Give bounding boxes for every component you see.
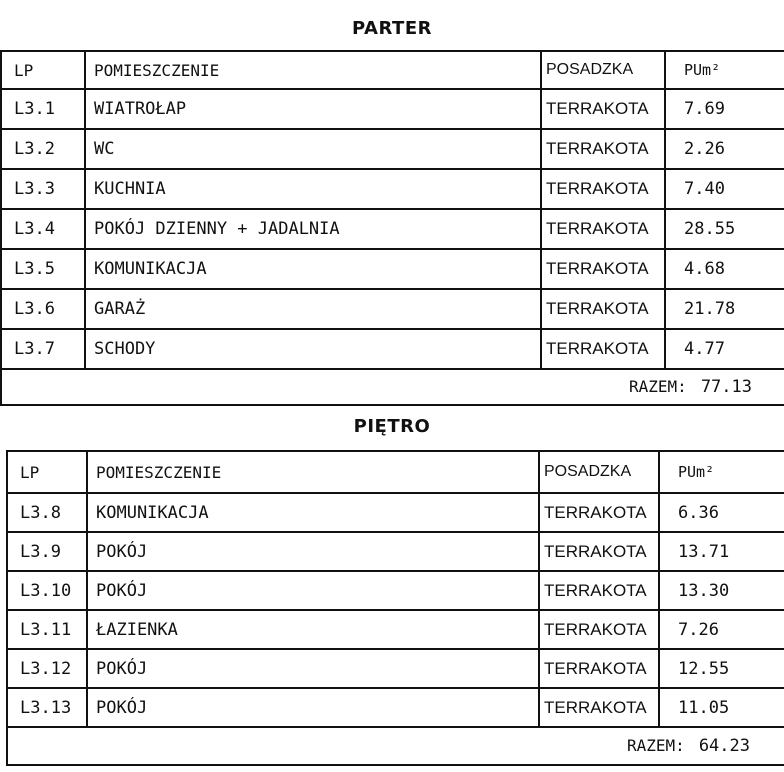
- row-room: POKÓJ: [87, 688, 539, 727]
- row-area: 28.55: [665, 209, 784, 249]
- row-area: 4.68: [665, 249, 784, 289]
- row-floor: TERRAKOTA: [539, 610, 659, 649]
- table-row: [1, 289, 784, 329]
- row-area: 21.78: [665, 289, 784, 329]
- row-room: POKÓJ: [87, 571, 539, 610]
- table-row: [7, 688, 784, 727]
- table-row: [1, 169, 784, 209]
- row-floor: TERRAKOTA: [541, 89, 665, 129]
- total-value: 77.13: [700, 377, 752, 397]
- parter-title: PARTER: [352, 18, 432, 39]
- table-row: [7, 571, 784, 610]
- row-lp: L3.13: [7, 688, 87, 727]
- header-area: PUm²: [665, 51, 784, 89]
- row-room: KOMUNIKACJA: [87, 493, 539, 532]
- total-label: RAZEM:: [627, 736, 685, 755]
- row-floor: TERRAKOTA: [541, 329, 665, 369]
- total-cell: [7, 727, 784, 765]
- total-label: RAZEM:: [629, 377, 687, 396]
- row-area: 13.71: [659, 532, 784, 571]
- row-floor: TERRAKOTA: [539, 688, 659, 727]
- row-room: SCHODY: [85, 329, 541, 369]
- row-floor: TERRAKOTA: [539, 532, 659, 571]
- row-room: POKÓJ: [87, 649, 539, 688]
- header-room: POMIESZCZENIE: [85, 51, 541, 89]
- row-room: WC: [85, 129, 541, 169]
- row-area: 2.26: [665, 129, 784, 169]
- pietro-table-body: [7, 451, 784, 765]
- row-room: POKÓJ: [87, 532, 539, 571]
- pietro-table: [6, 450, 784, 766]
- row-room: POKÓJ DZIENNY + JADALNIA: [85, 209, 541, 249]
- header-room: POMIESZCZENIE: [87, 451, 539, 493]
- row-room: GARAŻ: [85, 289, 541, 329]
- header-floor: POSADZKA: [541, 51, 665, 89]
- row-area: 4.77: [665, 329, 784, 369]
- header-lp: LP: [1, 51, 85, 89]
- row-floor: TERRAKOTA: [541, 129, 665, 169]
- row-floor: TERRAKOTA: [539, 493, 659, 532]
- row-floor: TERRAKOTA: [539, 649, 659, 688]
- row-area: 7.40: [665, 169, 784, 209]
- table-row: [7, 610, 784, 649]
- total-row: [1, 369, 784, 405]
- row-room: WIATROŁAP: [85, 89, 541, 129]
- row-room: KUCHNIA: [85, 169, 541, 209]
- table-row: [1, 129, 784, 169]
- row-area: 11.05: [659, 688, 784, 727]
- row-room: ŁAZIENKA: [87, 610, 539, 649]
- row-lp: L3.3: [1, 169, 85, 209]
- total-value: 64.23: [698, 736, 750, 756]
- row-floor: TERRAKOTA: [541, 249, 665, 289]
- row-area: 7.69: [665, 89, 784, 129]
- table-row: [1, 89, 784, 129]
- row-floor: TERRAKOTA: [539, 571, 659, 610]
- table-row: [1, 209, 784, 249]
- header-lp: LP: [7, 451, 87, 493]
- row-lp: L3.8: [7, 493, 87, 532]
- row-area: 7.26: [659, 610, 784, 649]
- row-lp: L3.7: [1, 329, 85, 369]
- row-area: 6.36: [659, 493, 784, 532]
- row-lp: L3.6: [1, 289, 85, 329]
- row-area: 13.30: [659, 571, 784, 610]
- row-lp: L3.2: [1, 129, 85, 169]
- row-area: 12.55: [659, 649, 784, 688]
- row-lp: L3.12: [7, 649, 87, 688]
- table-row: [7, 649, 784, 688]
- header-floor: POSADZKA: [539, 451, 659, 493]
- row-room: KOMUNIKACJA: [85, 249, 541, 289]
- row-lp: L3.1: [1, 89, 85, 129]
- row-lp: L3.9: [7, 532, 87, 571]
- header-area: PUm²: [659, 451, 784, 493]
- total-row: [7, 727, 784, 765]
- table-row: [1, 329, 784, 369]
- parter-header-row: [1, 51, 784, 89]
- row-lp: L3.4: [1, 209, 85, 249]
- row-lp: L3.5: [1, 249, 85, 289]
- parter-table-body: [1, 51, 784, 405]
- row-floor: TERRAKOTA: [541, 209, 665, 249]
- table-row: [7, 532, 784, 571]
- row-floor: TERRAKOTA: [541, 169, 665, 209]
- pietro-header-row: [7, 451, 784, 493]
- pietro-title: PIĘTRO: [353, 416, 431, 437]
- table-row: [7, 493, 784, 532]
- table-row: [1, 249, 784, 289]
- parter-table: [0, 50, 784, 406]
- total-cell: [1, 369, 784, 405]
- row-lp: L3.10: [7, 571, 87, 610]
- row-floor: TERRAKOTA: [541, 289, 665, 329]
- row-lp: L3.11: [7, 610, 87, 649]
